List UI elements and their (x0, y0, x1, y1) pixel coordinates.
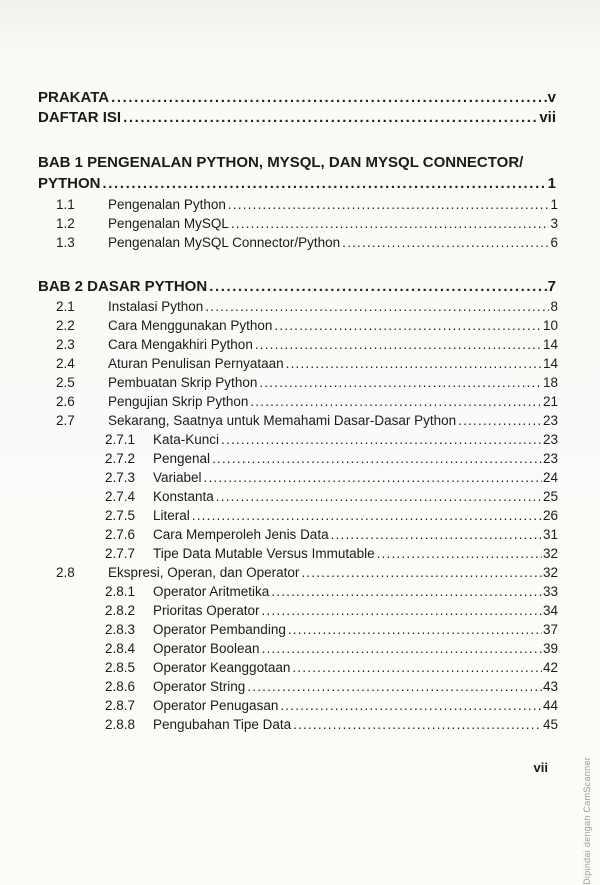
toc-page-number: 25 (542, 489, 558, 504)
toc-entry-prakata (0, 88, 600, 108)
toc-subentry (0, 639, 600, 659)
dot-leader (255, 335, 542, 355)
toc-title: Pengujian Skrip Python (108, 394, 249, 409)
toc-title: Cara Memperoleh Jenis Data (153, 527, 329, 542)
chapter-title-line-2: PYTHON (38, 175, 101, 192)
subsection-number: 2.7.6 (105, 527, 136, 542)
dot-leader (228, 195, 550, 215)
toc-page-number: 33 (542, 584, 558, 599)
subsection-number: 2.8.6 (105, 679, 136, 694)
toc-title: Pengenalan MySQL (108, 216, 229, 231)
dot-leader (262, 639, 542, 659)
toc-page-number: 23 (542, 432, 558, 447)
dot-leader (123, 108, 538, 128)
toc-entry (0, 195, 600, 215)
subsection-number: 2.8.2 (105, 603, 136, 618)
toc-entry-daftar-isi (0, 108, 600, 128)
toc-subentry (0, 506, 600, 526)
subsection-number: 2.7.7 (105, 546, 136, 561)
toc-entry (0, 354, 600, 374)
toc-subentry (0, 468, 600, 488)
toc-entry (0, 563, 600, 583)
dot-leader (212, 449, 542, 469)
dot-leader (216, 487, 542, 507)
toc-entry (0, 297, 600, 317)
toc-title: Prioritas Operator (153, 603, 260, 618)
toc-page-number: 32 (542, 546, 558, 561)
chapter-title: BAB 2 DASAR PYTHON (38, 278, 208, 295)
toc-subentry (0, 620, 600, 640)
dot-leader (192, 506, 542, 526)
subsection-number: 2.7.2 (105, 451, 136, 466)
toc-entry (0, 373, 600, 393)
toc-entry (0, 411, 600, 431)
subsection-number: 2.8.3 (105, 622, 136, 637)
toc-subentry (0, 544, 600, 564)
dot-leader (209, 277, 546, 297)
toc-page-number: 8 (550, 299, 558, 314)
section-number: 1.2 (56, 216, 75, 231)
toc-subentry (0, 430, 600, 450)
toc-subentry (0, 449, 600, 469)
toc-entry (0, 214, 600, 234)
toc-title: Pengubahan Tipe Data (153, 717, 292, 732)
dot-leader (250, 392, 542, 412)
dot-leader (262, 601, 542, 621)
dot-leader (331, 525, 542, 545)
section-number: 2.6 (56, 394, 75, 409)
subsection-number: 2.8.4 (105, 641, 136, 656)
dot-leader (103, 174, 547, 194)
chapter-heading-bab-1 (0, 153, 600, 173)
toc-entry (0, 335, 600, 355)
subsection-number: 2.7.5 (105, 508, 136, 523)
toc-title: DAFTAR ISI (38, 109, 122, 126)
dot-leader (274, 316, 542, 336)
dot-leader (111, 88, 547, 108)
toc-title: Operator Keanggotaan (153, 660, 291, 675)
bleed-through-text (40, 0, 560, 80)
toc-subentry (0, 582, 600, 602)
dot-leader (286, 354, 542, 374)
toc-page-number: 32 (542, 565, 558, 580)
toc-entry (0, 233, 600, 253)
scanner-watermark: Dipindai dengan CamScanner (582, 757, 592, 885)
toc-page-number: 23 (542, 451, 558, 466)
toc-page-number: 18 (542, 375, 558, 390)
toc-page-number: 21 (542, 394, 558, 409)
section-number: 1.3 (56, 235, 75, 250)
section-number: 1.1 (56, 197, 75, 212)
toc-subentry (0, 658, 600, 678)
toc-title: Operator Pembanding (153, 622, 286, 637)
section-number: 2.8 (56, 565, 75, 580)
toc-title: Kata-Kunci (153, 432, 220, 447)
section-number: 2.5 (56, 375, 75, 390)
subsection-number: 2.8.1 (105, 584, 136, 599)
toc-page-number: 45 (542, 717, 558, 732)
toc-title: Instalasi Python (108, 299, 204, 314)
toc-title: Pengenalan MySQL Connector/Python (108, 235, 341, 250)
page-folio: vii (533, 760, 548, 775)
toc-title: Cara Mengakhiri Python (108, 337, 253, 352)
section-number: 2.1 (56, 299, 75, 314)
toc-title: Ekspresi, Operan, dan Operator (108, 565, 300, 580)
toc-subentry (0, 696, 600, 716)
toc-page-number: 14 (542, 337, 558, 352)
toc-title: Pengenalan Python (108, 197, 226, 212)
toc-title: PRAKATA (38, 89, 110, 106)
toc-subentry (0, 677, 600, 697)
toc-title: Operator Boolean (153, 641, 260, 656)
subsection-number: 2.7.1 (105, 432, 136, 447)
toc-page-number: 14 (542, 356, 558, 371)
dot-leader (247, 677, 542, 697)
toc-page-number: 6 (550, 235, 558, 250)
dot-leader (205, 297, 549, 317)
subsection-number: 2.7.3 (105, 470, 136, 485)
dot-leader (301, 563, 542, 583)
dot-leader (204, 468, 542, 488)
toc-page-number: 31 (542, 527, 558, 542)
chapter-title-line-1: BAB 1 PENGENALAN PYTHON, MYSQL, DAN MYSQL CONNECTOR/ (38, 154, 524, 171)
toc-subentry (0, 601, 600, 621)
toc-page-number: 39 (542, 641, 558, 656)
section-number: 2.7 (56, 413, 75, 428)
toc-subentry (0, 487, 600, 507)
toc-title: Pembuatan Skrip Python (108, 375, 258, 390)
section-number: 2.4 (56, 356, 75, 371)
toc-page-number: 34 (542, 603, 558, 618)
toc-page-number: 26 (542, 508, 558, 523)
dot-leader (271, 582, 542, 602)
toc-title: Konstanta (153, 489, 214, 504)
subsection-number: 2.8.5 (105, 660, 136, 675)
toc-page-number: vii (539, 109, 556, 126)
dot-leader (259, 373, 542, 393)
dot-leader (293, 715, 542, 735)
toc-page-number: 1 (547, 175, 556, 192)
dot-leader (280, 696, 542, 716)
toc-entry (0, 316, 600, 336)
toc-title: Operator Aritmetika (153, 584, 270, 599)
chapter-heading-bab-1-cont (0, 174, 600, 194)
toc-page-number: 24 (542, 470, 558, 485)
dot-leader (221, 430, 542, 450)
toc-title: Operator Penugasan (153, 698, 279, 713)
dot-leader (288, 620, 542, 640)
subsection-number: 2.7.4 (105, 489, 136, 504)
toc-entry (0, 392, 600, 412)
toc-page-number: 10 (542, 318, 558, 333)
toc-page-number: v (547, 89, 556, 106)
subsection-number: 2.8.8 (105, 717, 136, 732)
toc-page-number: 7 (547, 278, 556, 295)
toc-page-number: 42 (542, 660, 558, 675)
toc-page-number: 44 (542, 698, 558, 713)
dot-leader (231, 214, 550, 234)
toc-title: Sekarang, Saatnya untuk Memahami Dasar-Dasar Python (108, 413, 457, 428)
toc-title: Cara Menggunakan Python (108, 318, 273, 333)
dot-leader (342, 233, 549, 253)
toc-title: Tipe Data Mutable Versus Immutable (153, 546, 375, 561)
section-number: 2.3 (56, 337, 75, 352)
toc-title: Pengenal (153, 451, 211, 466)
toc-subentry (0, 525, 600, 545)
toc-page-number: 43 (542, 679, 558, 694)
toc-subentry (0, 715, 600, 735)
section-number: 2.2 (56, 318, 75, 333)
dot-leader (292, 658, 542, 678)
dot-leader (377, 544, 542, 564)
toc-page-number: 3 (550, 216, 558, 231)
chapter-heading-bab-2 (0, 277, 600, 297)
toc-page-number: 23 (542, 413, 558, 428)
toc-page-number: 37 (542, 622, 558, 637)
toc-title: Operator String (153, 679, 246, 694)
toc-title: Variabel (153, 470, 202, 485)
dot-leader (458, 411, 542, 431)
subsection-number: 2.8.7 (105, 698, 136, 713)
toc-page-number: 1 (550, 197, 558, 212)
toc-title: Literal (153, 508, 190, 523)
toc-title: Aturan Penulisan Pernyataan (108, 356, 284, 371)
